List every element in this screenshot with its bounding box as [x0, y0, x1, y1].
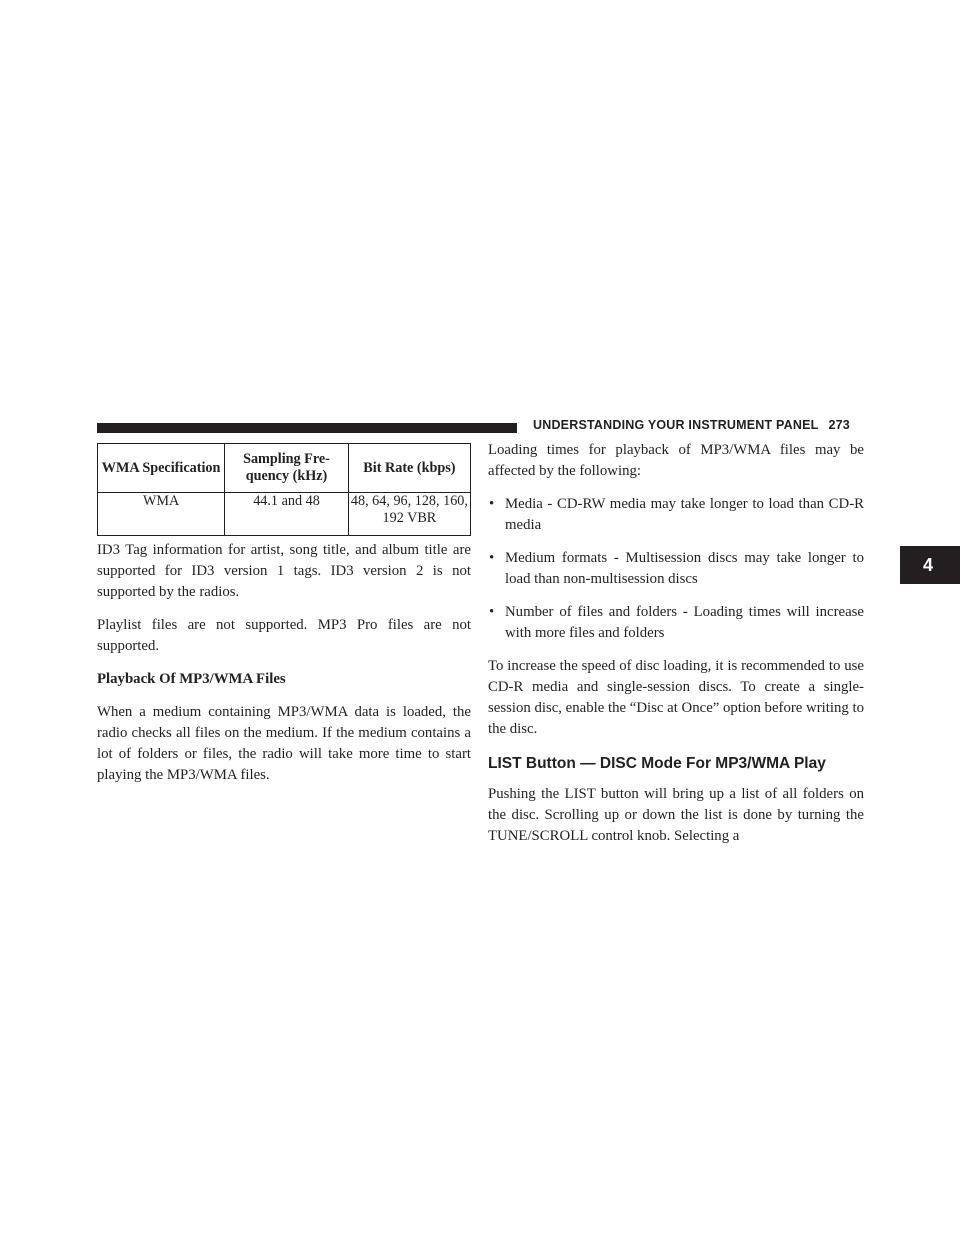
playback-paragraph: When a medium containing MP3/WMA data is loaded, the radio checks all files on the medium. If the medium contains a lot of folders or files, the radio will take more time to start playing the MP3/WMA files. — [97, 704, 471, 783]
page-number: 273 — [828, 418, 850, 432]
disc-speed-paragraph: To increase the speed of disc loading, it is recommended to use CD-R media and single-session discs. To create a single-session disc, enable the “Disc at Once” option before writing to the disc. — [488, 658, 864, 737]
playback-subheading: Playback Of MP3/WMA Files — [97, 671, 286, 687]
list-item — [488, 548, 864, 590]
list-item-text: Medium formats - Multisession discs may take longer to load than non-multisession discs — [505, 550, 864, 587]
table-cell: WMA — [98, 493, 225, 536]
bullet-icon: • — [489, 496, 495, 512]
list-button-heading: LIST Button — DISC Mode For MP3/WMA Play — [488, 755, 826, 772]
section-title: UNDERSTANDING YOUR INSTRUMENT PANEL — [533, 418, 819, 432]
right-column — [488, 440, 864, 859]
list-item — [488, 602, 864, 644]
chapter-tab: 4 — [900, 546, 960, 584]
table-cell: 48, 64, 96, 128, 160, 192 VBR — [348, 493, 470, 536]
running-header — [533, 418, 850, 432]
playlist-paragraph: Playlist files are not supported. MP3 Pro files are not supported. — [97, 617, 471, 654]
table-header-cell: Sampling Fre- quency (kHz) — [225, 444, 349, 493]
loading-intro-paragraph: Loading times for playback of MP3/WMA files may be affected by the following: — [488, 442, 864, 479]
header-rule — [97, 423, 517, 433]
left-column — [97, 540, 471, 798]
table-row — [98, 493, 471, 536]
wma-spec-table — [97, 443, 471, 536]
list-item-text: Number of files and folders - Loading times will increase with more files and folders — [505, 604, 864, 641]
loading-factors-list — [488, 494, 864, 644]
bullet-icon: • — [489, 550, 495, 566]
list-button-paragraph: Pushing the LIST button will bring up a list of all folders on the disc. Scrolling up or down the list is done by turning the TUNE/SCROLL control knob. Selecting a — [488, 786, 864, 844]
table-header-cell: Bit Rate (kbps) — [348, 444, 470, 493]
table-cell: 44.1 and 48 — [225, 493, 349, 536]
table-header-cell: WMA Specification — [98, 444, 225, 493]
list-item — [488, 494, 864, 536]
id3-paragraph: ID3 Tag information for artist, song title, and album title are supported for ID3 version 1 tags. ID3 version 2 is not supported by the radios. — [97, 542, 471, 600]
bullet-icon: • — [489, 604, 495, 620]
table-header-row — [98, 444, 471, 493]
list-item-text: Media - CD-RW media may take longer to load than CD-R media — [505, 496, 864, 533]
